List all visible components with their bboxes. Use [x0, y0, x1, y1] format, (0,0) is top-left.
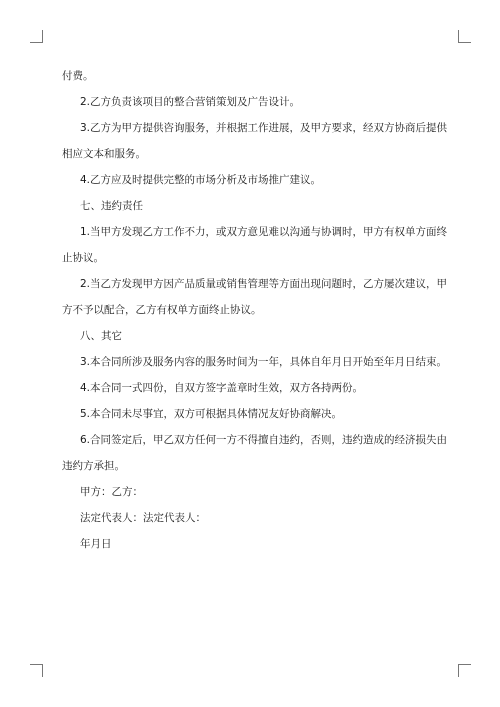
- text-line: 4.乙方应及时提供完整的市场分析及市场推广建议。: [80, 174, 322, 186]
- text-line: 违约方承担。: [62, 460, 125, 472]
- section-heading: 八、其它: [80, 330, 122, 342]
- text-line: 3.本合同所涉及服务内容的服务时间为一年，具体自年月日开始至年月日结束。: [80, 356, 448, 368]
- text-line: 止协议。: [62, 252, 104, 264]
- text-line: 方不予以配合，乙方有权单方面终止协议。: [62, 304, 262, 316]
- section-heading: 七、违约责任: [80, 200, 143, 212]
- text-line: 2.乙方负责该项目的整合营销策划及广告设计。: [80, 96, 301, 108]
- text-line: 付费。: [62, 70, 94, 82]
- crop-mark-bottom-right: [458, 664, 471, 677]
- signature-date-line: 年月日: [80, 538, 112, 550]
- document-body: [62, 63, 448, 557]
- text-line: 1.当甲方发现乙方工作不力，或双方意见难以沟通与协调时，甲方有权单方面终: [80, 226, 448, 238]
- text-line: 4.本合同一式四份，自双方签字盖章时生效，双方各持两份。: [80, 382, 364, 394]
- text-line: 5.本合同未尽事宜，双方可根据具体情况友好协商解决。: [80, 408, 343, 420]
- text-line: 3.乙方为甲方提供咨询服务，并根据工作进展，及甲方要求，经双方协商后提供: [80, 122, 448, 134]
- text-line: 2.当乙方发现甲方因产品质量或销售管理等方面出现问题时，乙方屡次建议，甲: [80, 278, 448, 290]
- text-line: 相应文本和服务。: [62, 148, 146, 160]
- crop-mark-top-right: [458, 30, 471, 43]
- crop-mark-top-left: [30, 30, 43, 43]
- signature-representative-line: 法定代表人：法定代表人：: [80, 512, 206, 524]
- crop-mark-bottom-left: [30, 664, 43, 677]
- text-line: 6.合同签定后，甲乙双方任何一方不得擅自违约，否则，违约造成的经济损失由: [80, 434, 448, 446]
- signature-party-line: 甲方：乙方：: [80, 486, 143, 498]
